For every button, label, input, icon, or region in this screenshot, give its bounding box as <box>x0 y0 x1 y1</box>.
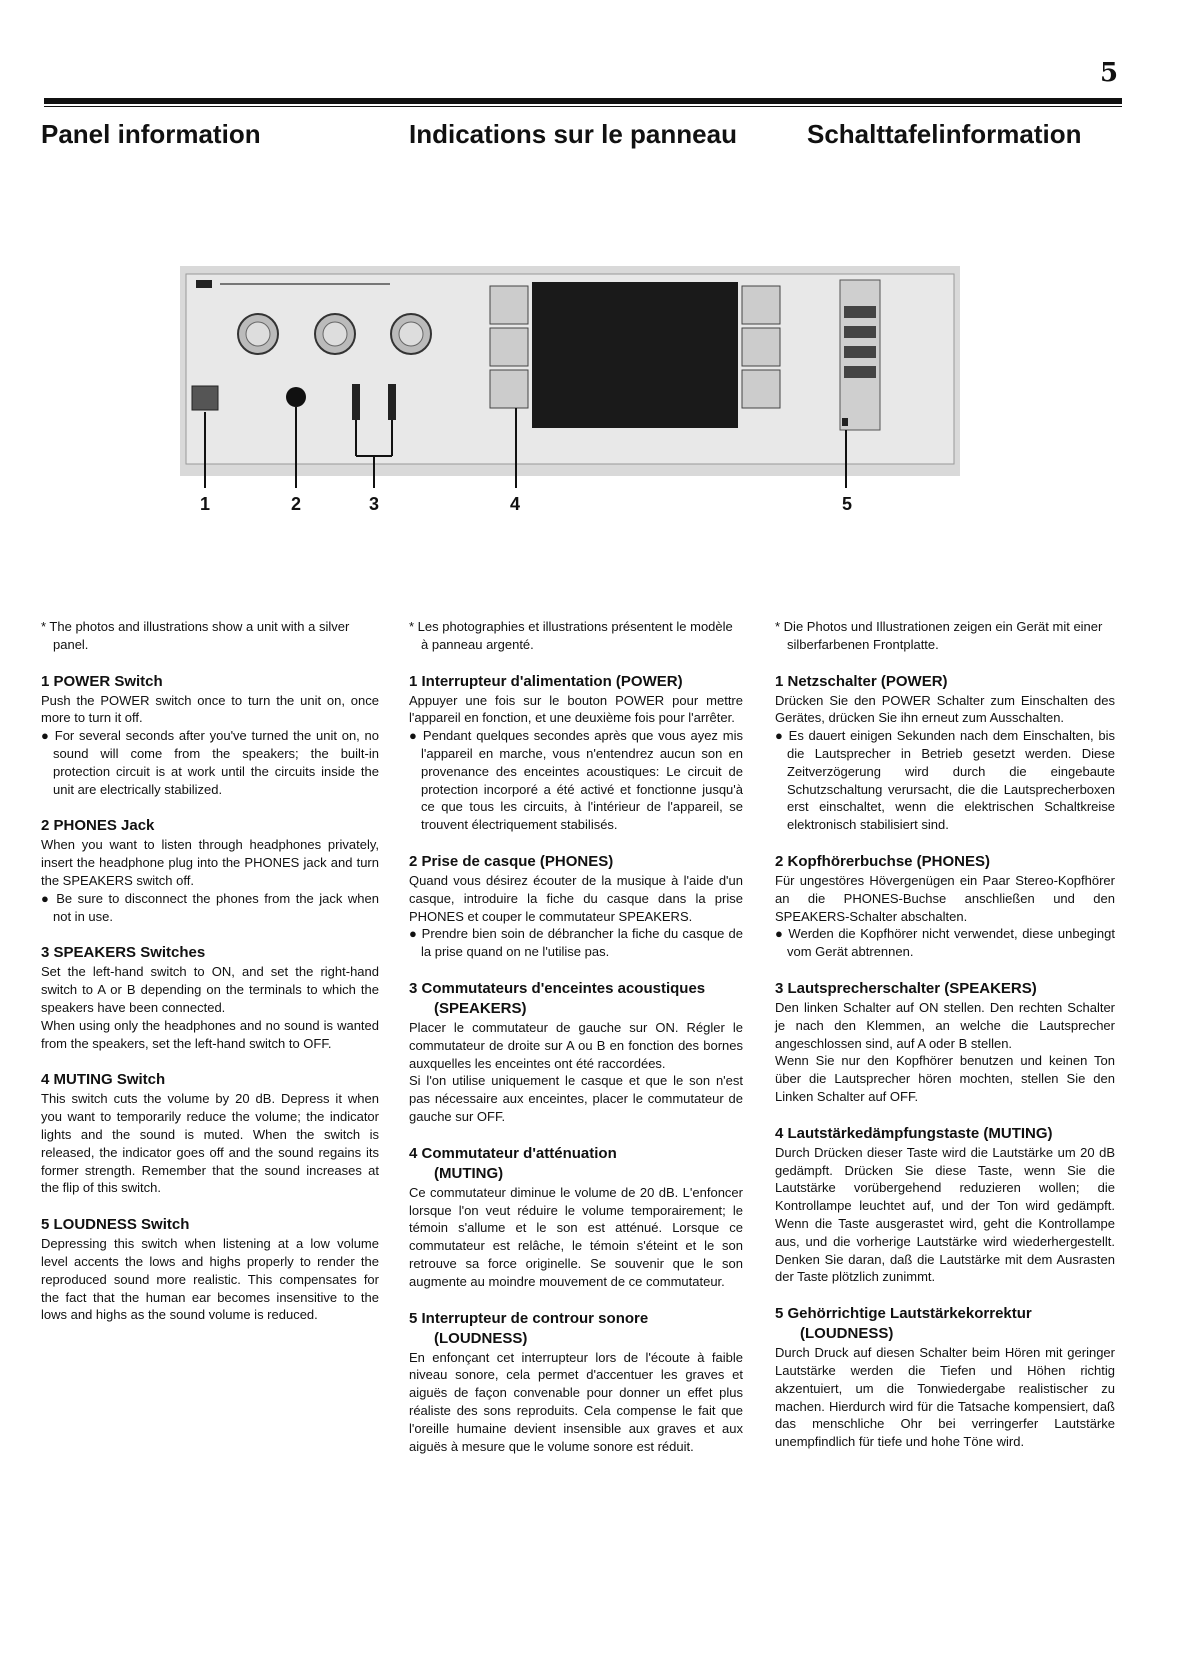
callout-5: 5 <box>842 494 853 514</box>
speakers-switch-left <box>352 384 360 420</box>
brand-logo <box>196 280 212 288</box>
section-bullet: ● Pendant quelques secondes après que vous ayez mis l'appareil en marche, vous n'entendrez aucun son en provenance des enceintes acoustiques: Le circuit de protection incorporé a été activé et fonctionne jusqu'à ce que tous les circuits, à l'intérieur de l'appareil, se trouvent électriquement stabilisés. <box>409 728 743 833</box>
section-bullet: ● Be sure to disconnect the phones from the jack when not in use. <box>41 890 379 924</box>
section-power <box>409 672 743 834</box>
section-body: Durch Drücken dieser Taste wird die Lautstärke um 20 dB gedämpft. Drücken Sie diese Taste, wenn Sie die Lautstärke vorübergehend reduzieren wollen; die Kontrollampe leuchtet auf, und der Ton wird gedämpft. Wenn die Taste ausgerastet wird, geht die Kontrollampe aus, und die vorherige Lautstärke wird wiederhergestellt. Denken Sie daran, daß die Lautstärke mit dem Ausrasten der Taste plötzlich zunimmt. <box>775 1144 1115 1285</box>
section-bullet: ● Werden die Kopfhörer nicht verwendet, diese unbegingt vom Gerät abtrennen. <box>775 926 1115 960</box>
column-german <box>775 618 1115 1469</box>
header-rule-thin <box>44 106 1122 107</box>
section-body-2: Si l'on utilise uniquement le casque et que le son n'est pas nécessaire aux enceintes, placer le commutateur de gauche sur OFF. <box>409 1073 743 1124</box>
phones-jack <box>286 387 306 407</box>
section-body: Quand vous désirez écouter de la musique à l'aide d'un casque, introduire la fiche du casque dans la prise PHONES et couper le commutateur SPEAKERS. <box>409 872 743 924</box>
header-rule <box>44 98 1122 104</box>
section-title-2: (SPEAKERS) <box>434 999 527 1017</box>
section-title: 5 Interrupteur de controur sonore <box>409 1309 649 1327</box>
display-window <box>532 282 738 428</box>
callout-4: 4 <box>510 494 521 514</box>
section-body: Für ungestöres Hövergenügen ein Paar Stereo-Kopfhörer an die PHONES-Buchse anschließen und den SPEAKERS-Schalter abschalten. <box>775 872 1115 924</box>
callout-1: 1 <box>200 494 211 514</box>
section-phones <box>775 852 1115 961</box>
section-title-2: (LOUDNESS) <box>800 1325 894 1343</box>
section-title: 5 Gehörrichtige Lautstärkekorrektur <box>775 1305 1032 1323</box>
section-speakers <box>409 979 743 1126</box>
bass-knob <box>238 314 278 354</box>
heading-french: Indications sur le panneau <box>409 119 737 149</box>
section-title: 3 Lautsprecherschalter (SPEAKERS) <box>775 979 1037 997</box>
note: * Les photographies et illustrations présentent le modèle à panneau argenté. <box>409 619 733 652</box>
section-body: When you want to listen through headphones privately, insert the headphone plug into the PHONES jack and turn the SPEAKERS switch off. <box>41 837 379 888</box>
heading-english: Panel information <box>41 119 261 149</box>
section-body: Set the left-hand switch to ON, and set the right-hand switch to A or B depending on the terminals to which the speakers have been connected. <box>41 964 379 1015</box>
section-body: Den linken Schalter auf ON stellen. Den rechten Schalter je nach den Klemmen, an welche die Lautsprecher angeschlossen sind, auf A oder B stellen. <box>775 999 1115 1051</box>
heading-german: Schalttafelinformation <box>807 119 1082 149</box>
section-body: Durch Druck auf diesen Schalter beim Hören mit geringer Lautstärke werden die Tiefen und Höhen richtig akzentuiert, um die Tonwiedergabe realistischer zu machen. Hierdurch wird für die Tatsache kompensiert, daß das menschliche Ohr bei verringerfer Lautstärke unempfindlich für tiefe und hohe Töne wird. <box>775 1345 1115 1450</box>
note: * The photos and illustrations show a unit with a silver panel. <box>41 619 350 652</box>
section-phones <box>409 852 743 961</box>
section-title: 3 Commutateurs d'enceintes acoustiques <box>409 979 706 997</box>
section-bullet: ● For several seconds after you've turned the unit on, no sound will come from the speakers; the built-in protection circuit is at work until the circuits inside the unit are electrically stabilized. <box>41 728 379 797</box>
section-title: 4 Lautstärkedämpfungstaste (MUTING) <box>775 1124 1053 1142</box>
column-english <box>41 618 379 1342</box>
section-title-2: (LOUDNESS) <box>434 1329 528 1347</box>
page-number: 5 <box>1100 58 1119 88</box>
section-title: 1 Netzschalter (POWER) <box>775 672 948 690</box>
section-loudness <box>775 1304 1115 1451</box>
section-title: 2 Prise de casque (PHONES) <box>409 852 614 870</box>
section-title: 3 SPEAKERS Switches <box>41 944 206 962</box>
left-buttons <box>490 286 528 408</box>
section-phones <box>41 816 379 925</box>
section-bullet: ● Prendre bien soin de débrancher la fiche du casque de la prise quand on ne l'utilise pas. <box>409 926 743 960</box>
section-bullet: ● Es dauert einigen Sekunden nach dem Einschalten, bis die Lautsprecher in Betrieb gesetzt werden. Diese Zeitverzögerung wird durch die eingebaute Schutzschaltung verursacht, die die Lautsprecherboxen erst einschaltet, wenn die elektrischen Schaltkreise elektronisch stabilisiert sind. <box>775 728 1115 833</box>
section-muting <box>41 1070 379 1197</box>
section-title: 1 Interrupteur d'alimentation (POWER) <box>409 672 683 690</box>
section-muting <box>409 1144 743 1291</box>
right-buttons <box>742 286 780 408</box>
section-body: Ce commutateur diminue le volume de 20 dB. L'enfoncer lorsque l'on veut réduire le volume temporairement; le témoin s'allume et le son est atténué. Lorsque ce commutateur est relâche, le témoin s'éteint et le son retrouve sa force originelle. Se souvenir que le son augmente au moindre mouvement de ce commutateur. <box>409 1184 743 1289</box>
power-switch <box>192 386 218 410</box>
section-title: 4 MUTING Switch <box>41 1071 166 1089</box>
section-loudness <box>41 1215 379 1324</box>
section-body-2: When using only the headphones and no sound is wanted from the speakers, set the left-hand switch to OFF. <box>41 1017 379 1051</box>
section-speakers <box>41 943 379 1052</box>
section-speakers <box>775 979 1115 1106</box>
section-power <box>775 672 1115 834</box>
section-title-2: (MUTING) <box>434 1164 504 1182</box>
section-body: Depressing this switch when listening at a low volume level accents the lows and highs properly to render the reproduced sound more realistic. This compensates for the fact that the human ear becomes insensitive to the lows and highs as the sound volume is reduced. <box>41 1236 379 1323</box>
section-body: En enfonçant cet interrupteur lors de l'écoute à faible niveau sonore, cela permet d'accentuer les graves et aiguës de façon convenable pour donner un effet plus réaliste des sons reproduits. Cela compense le fait que l'oreille humaine devient insensible aux graves et aux aiguës à mesure que le volume sonore est réduit. <box>409 1349 743 1454</box>
section-title: 5 LOUDNESS Switch <box>41 1216 190 1234</box>
amplifier-panel-drawing <box>180 266 1000 556</box>
section-power <box>41 672 379 799</box>
callout-2: 2 <box>291 494 302 514</box>
section-loudness <box>409 1309 743 1456</box>
section-title: 2 PHONES Jack <box>41 817 155 835</box>
section-title: 2 Kopfhörerbuchse (PHONES) <box>775 852 991 870</box>
treble-knob <box>315 314 355 354</box>
note: * Die Photos und Illustrationen zeigen ein Gerät mit einer silberfarbenen Frontplatte. <box>775 619 1103 652</box>
section-body: Push the POWER switch once to turn the unit on, once more to turn it off. <box>41 692 379 726</box>
section-muting <box>775 1124 1115 1286</box>
amplifier-panel-figure <box>180 266 1000 556</box>
section-body: Placer le commutateur de gauche sur ON. Régler le commutateur de droite sur A ou B en fonction des bornes auxquelles les enceintes ont été raccordées. <box>409 1019 743 1071</box>
section-body-2: Wenn Sie nur den Kopfhörer benutzen und keinen Ton über die Lautsprecher hören mochten, stellen Sie den Linken Schalter auf OFF. <box>775 1053 1115 1104</box>
speakers-switch-right <box>388 384 396 420</box>
balance-knob <box>391 314 431 354</box>
section-body: Appuyer une fois sur le bouton POWER pour mettre l'appareil en fonction, et une deuxième fois pour l'arrêter. <box>409 692 743 726</box>
callout-3: 3 <box>369 494 380 514</box>
section-title: 4 Commutateur d'atténuation <box>409 1144 617 1162</box>
column-french <box>409 618 743 1473</box>
section-body: This switch cuts the volume by 20 dB. Depress it when you want to temporarily reduce the volume; the indicator lights and the sound is muted. When the switch is released, the indicator goes off and the sound regains its former strength. Remember that the sound increases at the flip of this switch. <box>41 1091 379 1196</box>
section-title: 1 POWER Switch <box>41 672 163 690</box>
section-body: Drücken Sie den POWER Schalter zum Einschalten des Gerätes, drücken Sie ihn erneut zum Ausschalten. <box>775 692 1115 726</box>
